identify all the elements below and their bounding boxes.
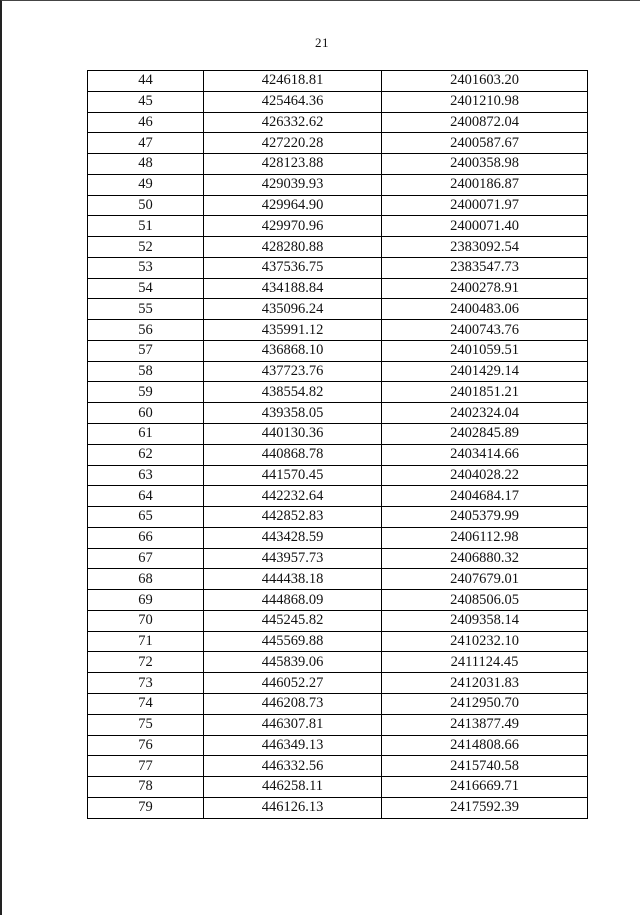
table-row <box>88 797 588 818</box>
table-row <box>88 673 588 694</box>
y-coordinate-cell: 2402324.04 <box>382 403 588 424</box>
table-row <box>88 320 588 341</box>
table-row <box>88 133 588 154</box>
x-coordinate-cell: 437723.76 <box>204 361 382 382</box>
x-coordinate-cell: 435096.24 <box>204 299 382 320</box>
y-coordinate-cell: 2415740.58 <box>382 756 588 777</box>
x-coordinate-cell: 446307.81 <box>204 714 382 735</box>
x-coordinate-cell: 439358.05 <box>204 403 382 424</box>
point-number-cell: 64 <box>88 486 204 507</box>
x-coordinate-cell: 444438.18 <box>204 569 382 590</box>
point-number-cell: 45 <box>88 91 204 112</box>
table-row <box>88 527 588 548</box>
x-coordinate-cell: 440868.78 <box>204 444 382 465</box>
point-number-cell: 71 <box>88 631 204 652</box>
point-number-cell: 48 <box>88 154 204 175</box>
y-coordinate-cell: 2411124.45 <box>382 652 588 673</box>
x-coordinate-cell: 428123.88 <box>204 154 382 175</box>
x-coordinate-cell: 429964.90 <box>204 195 382 216</box>
x-coordinate-cell: 437536.75 <box>204 257 382 278</box>
point-number-cell: 50 <box>88 195 204 216</box>
y-coordinate-cell: 2412950.70 <box>382 693 588 714</box>
x-coordinate-cell: 435991.12 <box>204 320 382 341</box>
y-coordinate-cell: 2400071.40 <box>382 216 588 237</box>
point-number-cell: 76 <box>88 735 204 756</box>
point-number-cell: 61 <box>88 424 204 445</box>
point-number-cell: 58 <box>88 361 204 382</box>
x-coordinate-cell: 438554.82 <box>204 382 382 403</box>
x-coordinate-cell: 445569.88 <box>204 631 382 652</box>
x-coordinate-cell: 446332.56 <box>204 756 382 777</box>
table-row <box>88 610 588 631</box>
x-coordinate-cell: 443428.59 <box>204 527 382 548</box>
table-row <box>88 631 588 652</box>
x-coordinate-cell: 425464.36 <box>204 91 382 112</box>
point-number-cell: 47 <box>88 133 204 154</box>
y-coordinate-cell: 2401603.20 <box>382 71 588 92</box>
table-row <box>88 652 588 673</box>
y-coordinate-cell: 2400587.67 <box>382 133 588 154</box>
y-coordinate-cell: 2401210.98 <box>382 91 588 112</box>
y-coordinate-cell: 2400278.91 <box>382 278 588 299</box>
x-coordinate-cell: 446349.13 <box>204 735 382 756</box>
table-row <box>88 195 588 216</box>
x-coordinate-cell: 428280.88 <box>204 237 382 258</box>
table-row <box>88 257 588 278</box>
x-coordinate-cell: 446258.11 <box>204 777 382 798</box>
coordinates-table <box>87 70 588 819</box>
x-coordinate-cell: 429970.96 <box>204 216 382 237</box>
table-row <box>88 91 588 112</box>
table-row <box>88 403 588 424</box>
point-number-cell: 53 <box>88 257 204 278</box>
point-number-cell: 57 <box>88 340 204 361</box>
table-row <box>88 174 588 195</box>
y-coordinate-cell: 2405379.99 <box>382 507 588 528</box>
y-coordinate-cell: 2400872.04 <box>382 112 588 133</box>
point-number-cell: 79 <box>88 797 204 818</box>
y-coordinate-cell: 2412031.83 <box>382 673 588 694</box>
y-coordinate-cell: 2400186.87 <box>382 174 588 195</box>
table-row <box>88 777 588 798</box>
point-number-cell: 56 <box>88 320 204 341</box>
y-coordinate-cell: 2410232.10 <box>382 631 588 652</box>
y-coordinate-cell: 2414808.66 <box>382 735 588 756</box>
table-row <box>88 486 588 507</box>
point-number-cell: 66 <box>88 527 204 548</box>
table-row <box>88 278 588 299</box>
point-number-cell: 73 <box>88 673 204 694</box>
table-row <box>88 382 588 403</box>
table-row <box>88 714 588 735</box>
point-number-cell: 54 <box>88 278 204 299</box>
x-coordinate-cell: 442852.83 <box>204 507 382 528</box>
x-coordinate-cell: 429039.93 <box>204 174 382 195</box>
table-row <box>88 237 588 258</box>
y-coordinate-cell: 2407679.01 <box>382 569 588 590</box>
y-coordinate-cell: 2409358.14 <box>382 610 588 631</box>
x-coordinate-cell: 424618.81 <box>204 71 382 92</box>
table-row <box>88 112 588 133</box>
point-number-cell: 77 <box>88 756 204 777</box>
x-coordinate-cell: 441570.45 <box>204 465 382 486</box>
table-row <box>88 735 588 756</box>
x-coordinate-cell: 434188.84 <box>204 278 382 299</box>
point-number-cell: 49 <box>88 174 204 195</box>
table-row <box>88 590 588 611</box>
point-number-cell: 69 <box>88 590 204 611</box>
point-number-cell: 67 <box>88 548 204 569</box>
y-coordinate-cell: 2400483.06 <box>382 299 588 320</box>
table-row <box>88 465 588 486</box>
point-number-cell: 59 <box>88 382 204 403</box>
y-coordinate-cell: 2406880.32 <box>382 548 588 569</box>
coordinates-table-body <box>88 71 588 819</box>
y-coordinate-cell: 2400743.76 <box>382 320 588 341</box>
point-number-cell: 52 <box>88 237 204 258</box>
y-coordinate-cell: 2413877.49 <box>382 714 588 735</box>
y-coordinate-cell: 2400071.97 <box>382 195 588 216</box>
y-coordinate-cell: 2383092.54 <box>382 237 588 258</box>
x-coordinate-cell: 446052.27 <box>204 673 382 694</box>
y-coordinate-cell: 2402845.89 <box>382 424 588 445</box>
table-row <box>88 548 588 569</box>
point-number-cell: 55 <box>88 299 204 320</box>
y-coordinate-cell: 2416669.71 <box>382 777 588 798</box>
point-number-cell: 68 <box>88 569 204 590</box>
y-coordinate-cell: 2404684.17 <box>382 486 588 507</box>
table-row <box>88 569 588 590</box>
point-number-cell: 44 <box>88 71 204 92</box>
y-coordinate-cell: 2401059.51 <box>382 340 588 361</box>
x-coordinate-cell: 444868.09 <box>204 590 382 611</box>
x-coordinate-cell: 445245.82 <box>204 610 382 631</box>
table-row <box>88 216 588 237</box>
table-row <box>88 424 588 445</box>
point-number-cell: 70 <box>88 610 204 631</box>
table-row <box>88 340 588 361</box>
page-number: 21 <box>315 35 329 50</box>
x-coordinate-cell: 436868.10 <box>204 340 382 361</box>
table-row <box>88 507 588 528</box>
y-coordinate-cell: 2404028.22 <box>382 465 588 486</box>
x-coordinate-cell: 445839.06 <box>204 652 382 673</box>
table-row <box>88 444 588 465</box>
point-number-cell: 78 <box>88 777 204 798</box>
point-number-cell: 72 <box>88 652 204 673</box>
table-row <box>88 71 588 92</box>
y-coordinate-cell: 2401429.14 <box>382 361 588 382</box>
point-number-cell: 74 <box>88 693 204 714</box>
y-coordinate-cell: 2406112.98 <box>382 527 588 548</box>
x-coordinate-cell: 427220.28 <box>204 133 382 154</box>
table-row <box>88 693 588 714</box>
point-number-cell: 65 <box>88 507 204 528</box>
point-number-cell: 75 <box>88 714 204 735</box>
y-coordinate-cell: 2417592.39 <box>382 797 588 818</box>
y-coordinate-cell: 2408506.05 <box>382 590 588 611</box>
y-coordinate-cell: 2400358.98 <box>382 154 588 175</box>
table-row <box>88 154 588 175</box>
y-coordinate-cell: 2383547.73 <box>382 257 588 278</box>
x-coordinate-cell: 443957.73 <box>204 548 382 569</box>
y-coordinate-cell: 2403414.66 <box>382 444 588 465</box>
table-row <box>88 299 588 320</box>
point-number-cell: 46 <box>88 112 204 133</box>
x-coordinate-cell: 446208.73 <box>204 693 382 714</box>
point-number-cell: 51 <box>88 216 204 237</box>
table-row <box>88 756 588 777</box>
x-coordinate-cell: 440130.36 <box>204 424 382 445</box>
point-number-cell: 60 <box>88 403 204 424</box>
table-row <box>88 361 588 382</box>
x-coordinate-cell: 446126.13 <box>204 797 382 818</box>
y-coordinate-cell: 2401851.21 <box>382 382 588 403</box>
point-number-cell: 63 <box>88 465 204 486</box>
x-coordinate-cell: 426332.62 <box>204 112 382 133</box>
point-number-cell: 62 <box>88 444 204 465</box>
x-coordinate-cell: 442232.64 <box>204 486 382 507</box>
